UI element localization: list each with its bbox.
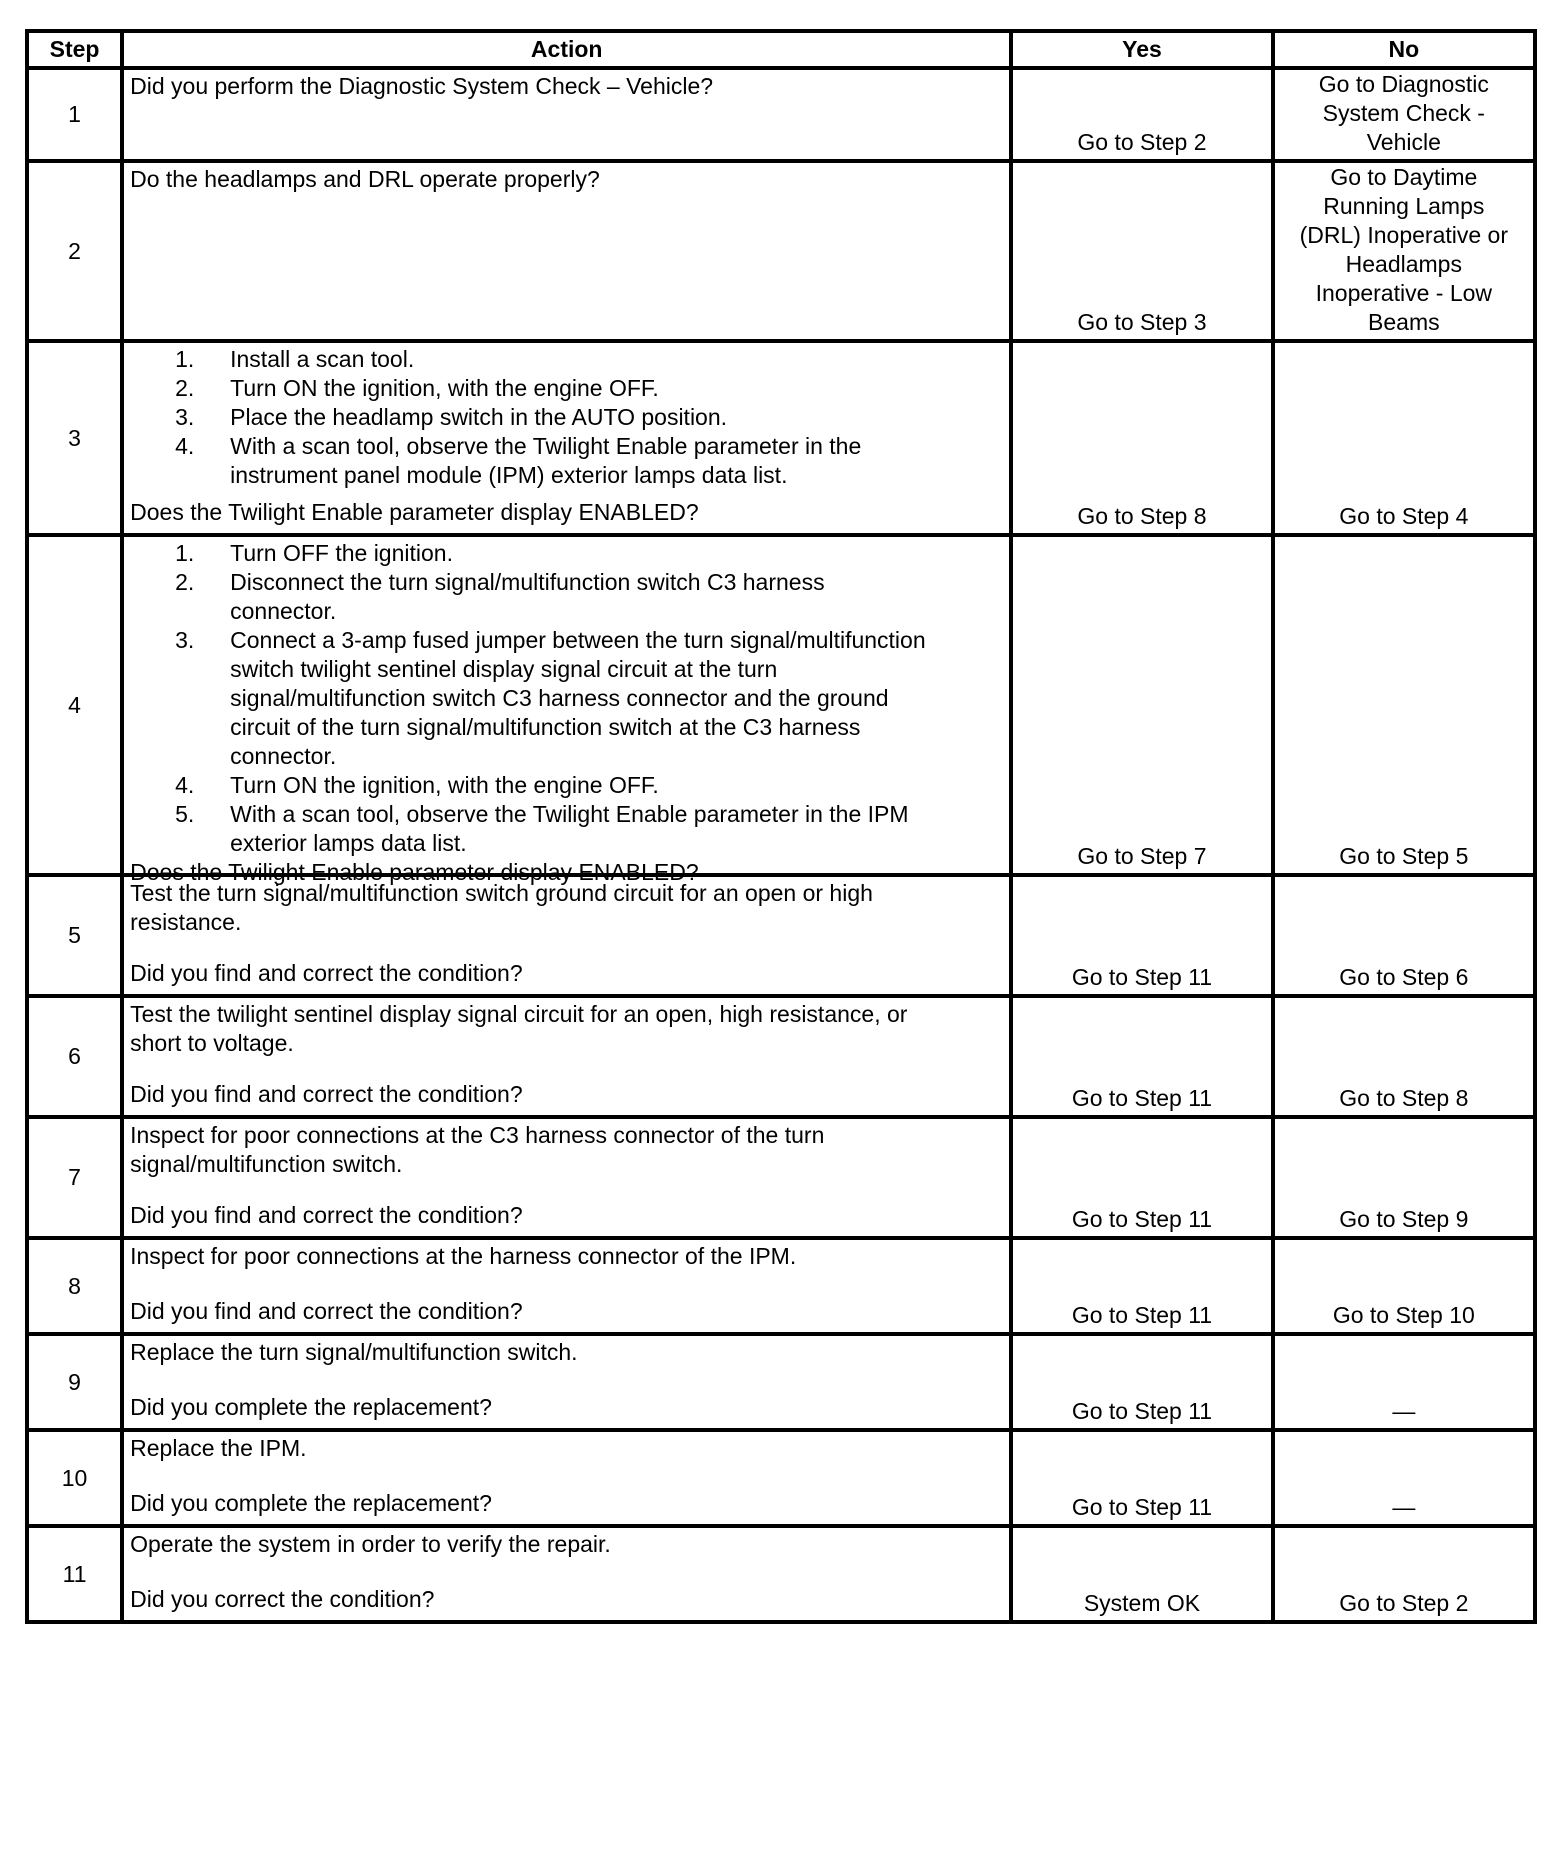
table-row (27, 1238, 1535, 1334)
step-number: 9 (27, 1334, 122, 1430)
item-text: switch twilight sentinel display signal circuit at the turn (230, 656, 778, 682)
list-item (175, 626, 1005, 771)
action-cell (122, 1238, 1011, 1334)
no-result (1273, 1430, 1535, 1526)
item-number: 1. (175, 346, 195, 372)
table-row (27, 1526, 1535, 1622)
action-question: Did you find and correct the condition? (130, 1202, 523, 1228)
item-text: instrument panel module (IPM) exterior lamps data list. (230, 462, 788, 488)
table-row (27, 68, 1535, 161)
action-cell (122, 875, 1011, 996)
item-text: exterior lamps data list. (230, 830, 467, 856)
no-result (1273, 341, 1535, 535)
no-result (1273, 996, 1535, 1117)
yes-result: System OK (1011, 1526, 1272, 1622)
item-text: connector. (230, 598, 337, 624)
header-step: Step (27, 31, 122, 68)
action-text: Test the turn signal/multifunction switch ground circuit for an open or high (130, 880, 873, 906)
no-result-line: — (1392, 1494, 1416, 1520)
list-item (175, 374, 1005, 403)
no-result (1273, 1526, 1535, 1622)
item-number: 2. (175, 569, 195, 595)
item-number: 2. (175, 375, 195, 401)
yes-result: Go to Step 11 (1011, 1430, 1272, 1526)
yes-result: Go to Step 8 (1011, 341, 1272, 535)
yes-result: Go to Step 2 (1011, 68, 1272, 161)
action-cell (122, 341, 1011, 535)
item-number: 1. (175, 540, 195, 566)
action-question: Did you complete the replacement? (130, 1490, 492, 1516)
no-result-line: Vehicle (1366, 129, 1441, 155)
list-item (175, 539, 1005, 568)
no-result-line: Go to Step 5 (1339, 843, 1469, 869)
table-row (27, 996, 1535, 1117)
action-text: short to voltage. (130, 1030, 294, 1056)
action-question: Does the Twilight Enable parameter display ENABLED? (130, 499, 699, 525)
list-item (175, 800, 1005, 858)
no-result (1273, 1117, 1535, 1238)
item-number: 4. (175, 772, 195, 798)
header-action: Action (122, 31, 1011, 68)
header-row (27, 31, 1535, 68)
table-row (27, 535, 1535, 875)
yes-result: Go to Step 11 (1011, 996, 1272, 1117)
list-item (175, 345, 1005, 374)
step-number: 10 (27, 1430, 122, 1526)
no-result-line: Go to Diagnostic (1318, 71, 1489, 97)
table-row (27, 341, 1535, 535)
no-result-line: Go to Daytime (1330, 164, 1478, 190)
item-text: signal/multifunction switch C3 harness connector and the ground (230, 685, 889, 711)
item-text: With a scan tool, observe the Twilight Enable parameter in the (230, 433, 862, 459)
yes-result: Go to Step 11 (1011, 1334, 1272, 1430)
no-result-line: System Check - (1322, 100, 1485, 126)
action-text: Operate the system in order to verify the repair. (130, 1531, 611, 1557)
list-item (175, 771, 1005, 800)
item-text: Disconnect the turn signal/multifunction switch C3 harness (230, 569, 825, 595)
no-result-line: Beams (1368, 309, 1440, 335)
item-number: 4. (175, 433, 195, 459)
no-result-line: Go to Step 4 (1339, 503, 1469, 529)
list-item (175, 403, 1005, 432)
yes-result: Go to Step 7 (1011, 535, 1272, 875)
no-result (1273, 161, 1535, 341)
item-text: circuit of the turn signal/multifunction switch at the C3 harness (230, 714, 861, 740)
action-text: Replace the IPM. (130, 1435, 307, 1461)
action-text: resistance. (130, 909, 242, 935)
action-question: Does the Twilight Enable parameter display ENABLED? (130, 859, 699, 885)
action-question: Did you find and correct the condition? (130, 1081, 523, 1107)
item-text: Turn ON the ignition, with the engine OFF. (230, 375, 659, 401)
header-yes: Yes (1011, 31, 1272, 68)
action-cell (122, 996, 1011, 1117)
yes-result: Go to Step 11 (1011, 875, 1272, 996)
item-text: With a scan tool, observe the Twilight Enable parameter in the IPM (230, 801, 909, 827)
step-number: 7 (27, 1117, 122, 1238)
no-result (1273, 1334, 1535, 1430)
no-result-line: (DRL) Inoperative or (1299, 222, 1508, 248)
no-result (1273, 68, 1535, 161)
table-row (27, 875, 1535, 996)
item-text: Turn ON the ignition, with the engine OFF. (230, 772, 659, 798)
step-number: 2 (27, 161, 122, 341)
action-cell (122, 161, 1011, 341)
item-number: 3. (175, 404, 195, 430)
step-number: 8 (27, 1238, 122, 1334)
action-text: Inspect for poor connections at the harness connector of the IPM. (130, 1243, 797, 1269)
diagnostic-table (25, 29, 1537, 1624)
no-result-line: Go to Step 2 (1339, 1590, 1469, 1616)
action-text: Replace the turn signal/multifunction switch. (130, 1339, 578, 1365)
list-item (175, 432, 1005, 490)
no-result (1273, 1238, 1535, 1334)
table-row (27, 1430, 1535, 1526)
item-text: Install a scan tool. (230, 346, 415, 372)
yes-result: Go to Step 11 (1011, 1238, 1272, 1334)
action-question: Did you complete the replacement? (130, 1394, 492, 1420)
yes-result: Go to Step 11 (1011, 1117, 1272, 1238)
no-result-line: Go to Step 6 (1339, 964, 1469, 990)
no-result (1273, 875, 1535, 996)
step-number: 3 (27, 341, 122, 535)
table-row (27, 161, 1535, 341)
action-question: Did you find and correct the condition? (130, 1298, 523, 1324)
item-text: Connect a 3-amp fused jumper between the turn signal/multifunction (230, 627, 926, 653)
yes-result: Go to Step 3 (1011, 161, 1272, 341)
no-result-line: Inoperative - Low (1315, 280, 1493, 306)
item-text: Place the headlamp switch in the AUTO position. (230, 404, 728, 430)
item-text: Turn OFF the ignition. (230, 540, 453, 566)
action-text: Inspect for poor connections at the C3 harness connector of the turn (130, 1122, 825, 1148)
item-text: connector. (230, 743, 337, 769)
procedure-list (130, 345, 1005, 490)
table-row (27, 1334, 1535, 1430)
action-cell (122, 535, 1011, 885)
no-result-line: Headlamps (1345, 251, 1462, 277)
list-item (175, 568, 1005, 626)
action-cell (122, 68, 1011, 161)
item-number: 5. (175, 801, 195, 827)
step-number: 5 (27, 875, 122, 996)
header-no: No (1273, 31, 1535, 68)
no-result (1273, 535, 1535, 875)
item-number: 3. (175, 627, 195, 653)
no-result-line: Running Lamps (1323, 193, 1485, 219)
procedure-list (130, 539, 1005, 858)
action-question: Did you correct the condition? (130, 1586, 435, 1612)
action-cell (122, 1526, 1011, 1622)
action-cell (122, 1334, 1011, 1430)
action-cell (122, 1430, 1011, 1526)
action-text: Do the headlamps and DRL operate properly? (130, 166, 600, 192)
action-question: Did you find and correct the condition? (130, 960, 523, 986)
no-result-line: Go to Step 9 (1339, 1206, 1469, 1232)
action-text: signal/multifunction switch. (130, 1151, 403, 1177)
table-row (27, 1117, 1535, 1238)
action-cell (122, 1117, 1011, 1238)
step-number: 11 (27, 1526, 122, 1622)
step-number: 1 (27, 68, 122, 161)
no-result-line: Go to Step 8 (1339, 1085, 1469, 1111)
action-text: Did you perform the Diagnostic System Check – Vehicle? (130, 73, 714, 99)
no-result-line: Go to Step 10 (1332, 1302, 1475, 1328)
action-text: Test the twilight sentinel display signal circuit for an open, high resistance, or (130, 1001, 908, 1027)
no-result-line: — (1392, 1398, 1416, 1424)
step-number: 4 (27, 535, 122, 875)
step-number: 6 (27, 996, 122, 1117)
